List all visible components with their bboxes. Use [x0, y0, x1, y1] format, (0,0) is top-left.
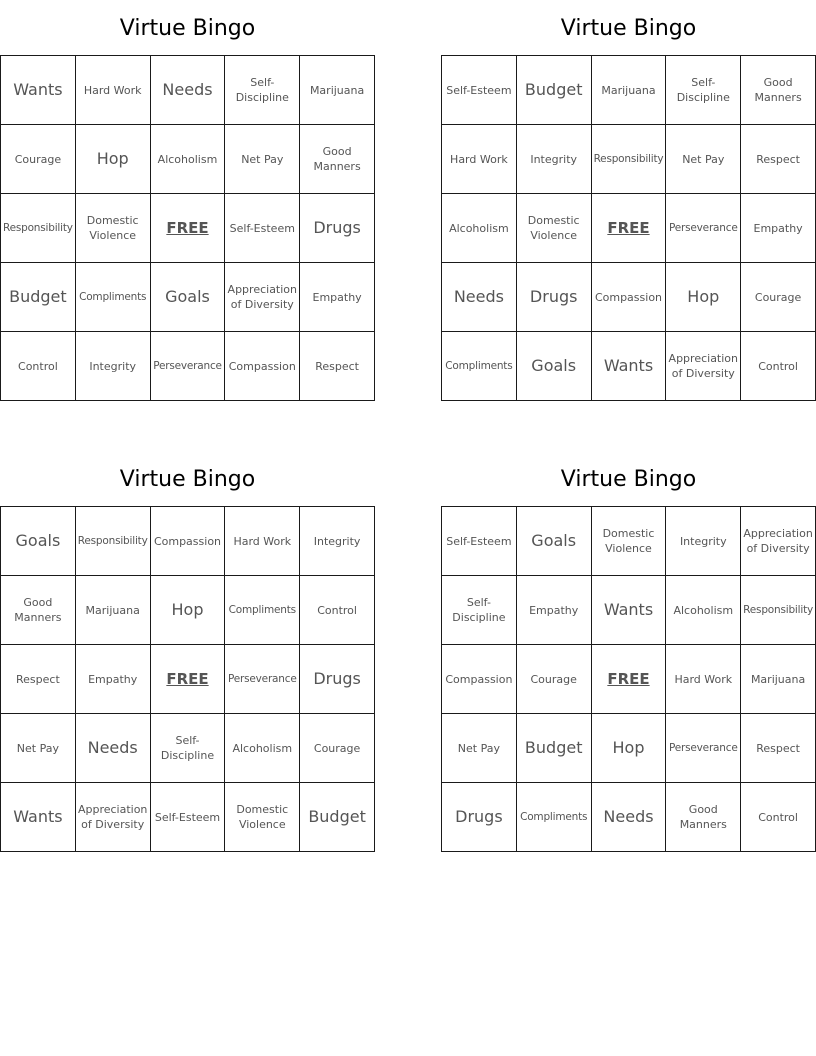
bingo-cell: Domestic Violence	[225, 783, 300, 852]
bingo-cell: Compliments	[225, 576, 300, 645]
bingo-cell: Hop	[150, 576, 225, 645]
bingo-cell: Domestic Violence	[75, 194, 150, 263]
bingo-row	[442, 332, 816, 401]
bingo-cell: Compliments	[516, 783, 591, 852]
bingo-cell: Respect	[741, 125, 816, 194]
bingo-row	[1, 332, 375, 401]
bingo-cell: Integrity	[666, 507, 741, 576]
bingo-cell: Wants	[591, 576, 666, 645]
bingo-cell: Control	[1, 332, 76, 401]
bingo-cell: Hop	[666, 263, 741, 332]
bingo-cell: Budget	[300, 783, 375, 852]
bingo-cell: Alcoholism	[442, 194, 517, 263]
bingo-cell: Courage	[1, 125, 76, 194]
bingo-cell: Appreciation of Diversity	[666, 332, 741, 401]
bingo-cell: Hard Work	[442, 125, 517, 194]
bingo-cell: Needs	[442, 263, 517, 332]
bingo-cell: Needs	[75, 714, 150, 783]
bingo-cell: Hard Work	[225, 507, 300, 576]
card-title: Virtue Bingo	[560, 16, 697, 41]
bingo-card-1	[0, 0, 375, 401]
bingo-cell: Compliments	[75, 263, 150, 332]
bingo-cell: Compassion	[150, 507, 225, 576]
bingo-row	[442, 714, 816, 783]
bingo-row	[1, 194, 375, 263]
bingo-cell: Marijuana	[75, 576, 150, 645]
bingo-cell: Hard Work	[75, 56, 150, 125]
bingo-row	[442, 263, 816, 332]
bingo-cell: Respect	[741, 714, 816, 783]
free-space-cell: FREE	[150, 645, 225, 714]
bingo-cell: Respect	[1, 645, 76, 714]
bingo-cell: Courage	[741, 263, 816, 332]
bingo-cell: Compassion	[442, 645, 517, 714]
bingo-cell: Marijuana	[741, 645, 816, 714]
bingo-cell: Self-Esteem	[150, 783, 225, 852]
bingo-row	[1, 783, 375, 852]
bingo-cell: Respect	[300, 332, 375, 401]
bingo-row	[442, 645, 816, 714]
bingo-grid	[0, 506, 375, 852]
bingo-cell: Drugs	[516, 263, 591, 332]
bingo-row	[442, 125, 816, 194]
bingo-cell: Responsibility	[591, 125, 666, 194]
bingo-cell: Wants	[1, 56, 76, 125]
bingo-cell: Empathy	[75, 645, 150, 714]
bingo-cell: Alcoholism	[666, 576, 741, 645]
bingo-row	[1, 56, 375, 125]
bingo-cell: Alcoholism	[225, 714, 300, 783]
bingo-cell: Net Pay	[225, 125, 300, 194]
bingo-cell: Needs	[150, 56, 225, 125]
bingo-cell: Goals	[1, 507, 76, 576]
bingo-row	[442, 576, 816, 645]
bingo-cell: Perseverance	[225, 645, 300, 714]
bingo-cell: Goals	[516, 507, 591, 576]
bingo-cell: Perseverance	[666, 714, 741, 783]
bingo-cell: Drugs	[300, 194, 375, 263]
bingo-cell: Courage	[300, 714, 375, 783]
bingo-cell: Hop	[591, 714, 666, 783]
bingo-card-3	[0, 451, 375, 852]
bingo-cell: Self-Discipline	[442, 576, 517, 645]
bingo-cell: Drugs	[442, 783, 517, 852]
bingo-cell: Marijuana	[591, 56, 666, 125]
bingo-row	[1, 576, 375, 645]
bingo-cell: Goals	[516, 332, 591, 401]
bingo-cell: Appreciation of Diversity	[741, 507, 816, 576]
bingo-cell: Courage	[516, 645, 591, 714]
bingo-cell: Budget	[1, 263, 76, 332]
bingo-row	[442, 194, 816, 263]
bingo-row	[442, 507, 816, 576]
bingo-row	[1, 645, 375, 714]
bingo-row	[1, 263, 375, 332]
bingo-cell: Appreciation of Diversity	[225, 263, 300, 332]
bingo-cell: Perseverance	[666, 194, 741, 263]
bingo-cell: Self-Esteem	[442, 507, 517, 576]
bingo-cell: Net Pay	[1, 714, 76, 783]
free-space-cell: FREE	[150, 194, 225, 263]
bingo-grid	[0, 55, 375, 401]
bingo-cell: Appreciation of Diversity	[75, 783, 150, 852]
bingo-cell: Self-Discipline	[225, 56, 300, 125]
bingo-cell: Goals	[150, 263, 225, 332]
bingo-cell: Self-Esteem	[442, 56, 517, 125]
bingo-cell: Budget	[516, 714, 591, 783]
card-title: Virtue Bingo	[119, 467, 256, 492]
bingo-cell: Good Manners	[741, 56, 816, 125]
card-title: Virtue Bingo	[119, 16, 256, 41]
card-title: Virtue Bingo	[560, 467, 697, 492]
bingo-cell: Empathy	[300, 263, 375, 332]
bingo-cell: Hard Work	[666, 645, 741, 714]
bingo-cell: Perseverance	[150, 332, 225, 401]
bingo-cell: Domestic Violence	[516, 194, 591, 263]
bingo-cell: Net Pay	[442, 714, 517, 783]
bingo-cell: Compliments	[442, 332, 517, 401]
bingo-cell: Control	[741, 332, 816, 401]
bingo-cell: Integrity	[516, 125, 591, 194]
bingo-cell: Good Manners	[666, 783, 741, 852]
bingo-cell: Responsibility	[75, 507, 150, 576]
bingo-cell: Responsibility	[741, 576, 816, 645]
bingo-cell: Drugs	[300, 645, 375, 714]
bingo-cell: Compassion	[225, 332, 300, 401]
bingo-cell: Control	[741, 783, 816, 852]
bingo-cell: Empathy	[516, 576, 591, 645]
bingo-cell: Hop	[75, 125, 150, 194]
bingo-row	[442, 56, 816, 125]
bingo-row	[1, 507, 375, 576]
bingo-card-2	[441, 0, 816, 401]
bingo-cell: Marijuana	[300, 56, 375, 125]
bingo-cell: Responsibility	[1, 194, 76, 263]
bingo-cell: Domestic Violence	[591, 507, 666, 576]
bingo-cell: Good Manners	[300, 125, 375, 194]
bingo-cell: Integrity	[75, 332, 150, 401]
bingo-cell: Needs	[591, 783, 666, 852]
bingo-cell: Alcoholism	[150, 125, 225, 194]
bingo-cell: Budget	[516, 56, 591, 125]
bingo-cell: Wants	[591, 332, 666, 401]
bingo-grid	[441, 55, 816, 401]
bingo-cell: Control	[300, 576, 375, 645]
bingo-cell: Self-Discipline	[666, 56, 741, 125]
free-space-cell: FREE	[591, 194, 666, 263]
free-space-cell: FREE	[591, 645, 666, 714]
bingo-cell: Wants	[1, 783, 76, 852]
bingo-cell: Good Manners	[1, 576, 76, 645]
bingo-cell: Self-Esteem	[225, 194, 300, 263]
bingo-row	[1, 125, 375, 194]
bingo-cell: Compassion	[591, 263, 666, 332]
bingo-row	[442, 783, 816, 852]
bingo-row	[1, 714, 375, 783]
bingo-card-4	[441, 451, 816, 852]
bingo-cell: Net Pay	[666, 125, 741, 194]
bingo-grid	[441, 506, 816, 852]
bingo-cell: Integrity	[300, 507, 375, 576]
bingo-cell: Empathy	[741, 194, 816, 263]
bingo-cell: Self-Discipline	[150, 714, 225, 783]
